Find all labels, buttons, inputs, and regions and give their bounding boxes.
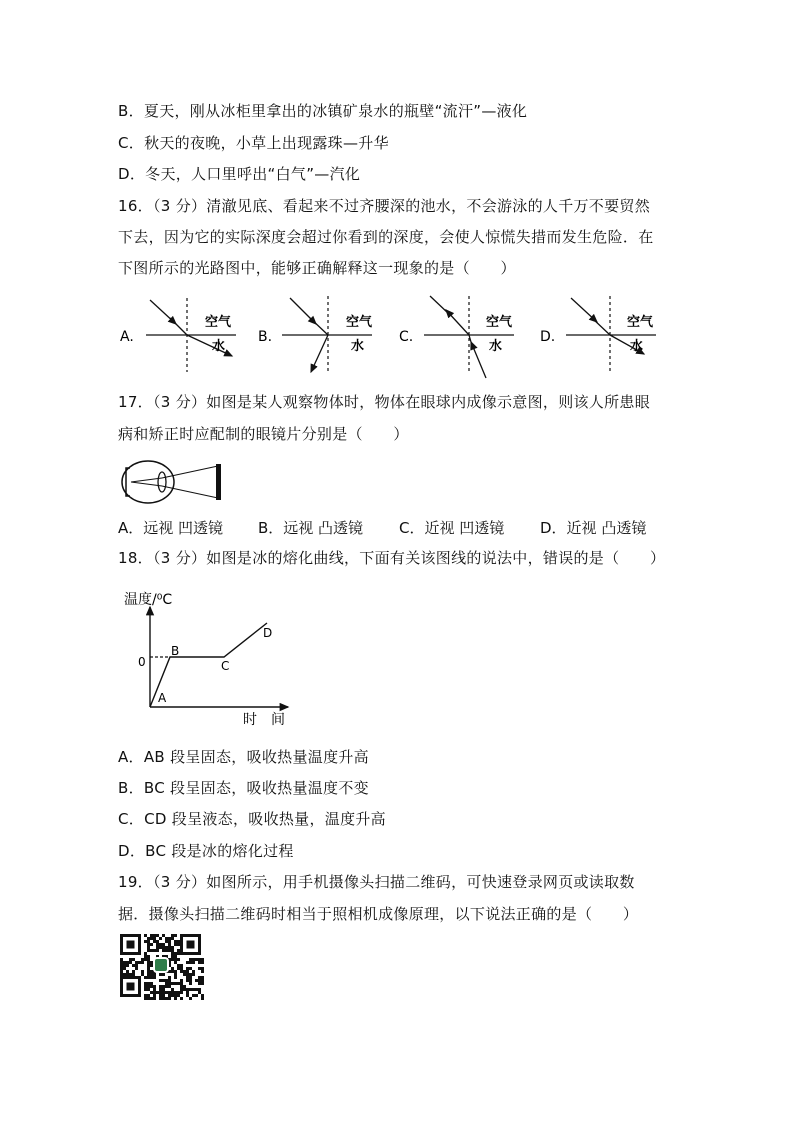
q19-stem-line1: 19．（3 分）如图所示，用手机摄像头扫描二维码，可快速登录网页或读取数 xyxy=(118,873,635,891)
q16-figure-c xyxy=(399,296,514,378)
q17-option-d: D．近视 凸透镜 xyxy=(540,519,647,537)
q16-figure-b xyxy=(258,296,373,374)
q16-figure-c-air-label: 空气 xyxy=(486,315,513,330)
q15-option-c: C．秋天的夜晚，小草上出现露珠—升华 xyxy=(118,134,389,152)
q16-figure-a-label: A. xyxy=(120,329,134,345)
q18-option-b: B．BC 段呈固态，吸收热量温度不变 xyxy=(118,779,369,797)
q16-figure-b-air-label: 空气 xyxy=(346,315,373,330)
q16-figure-b-water-label: 水 xyxy=(351,339,365,354)
q18-option-d: D．BC 段是冰的熔化过程 xyxy=(118,842,294,860)
q18-option-a: A．AB 段呈固态，吸收热量温度升高 xyxy=(118,748,369,766)
q16-stem-line3: 下图所示的光路图中，能够正确解释这一现象的是（ ） xyxy=(118,259,516,277)
q15-option-d: D．冬天，人口里呼出“白气”—汽化 xyxy=(118,165,361,183)
q16-stem-line1: 16．（3 分）清澈见底、看起来不过齐腰深的池水，不会游泳的人千万不要贸然 xyxy=(118,197,651,215)
q17-eye-diagram xyxy=(114,452,234,512)
q18-y-axis-label: 温度/⁰C xyxy=(124,592,173,608)
q18-x-axis-label: 时 间 xyxy=(243,712,285,728)
q18-stem: 18．（3 分）如图是冰的熔化曲线，下面有关该图线的说法中，错误的是（ ） xyxy=(118,549,666,567)
q16-figure-c-water-label: 水 xyxy=(489,339,503,354)
q16-light-path-figures xyxy=(0,290,794,390)
q17-option-a: A．远视 凹透镜 xyxy=(118,519,224,537)
qr-code-image xyxy=(120,934,204,1000)
q16-figure-d xyxy=(540,296,656,374)
q18-option-c: C．CD 段呈液态，吸收热量，温度升高 xyxy=(118,810,386,828)
q16-figure-d-air-label: 空气 xyxy=(627,315,654,330)
q16-stem-line2: 下去，因为它的实际深度会超过你看到的深度，会使人惊慌失措而发生危险．在 xyxy=(118,228,654,246)
q18-point-c: C xyxy=(221,659,230,673)
q16-figure-a-water-label: 水 xyxy=(212,339,226,354)
q16-figure-a-air-label: 空气 xyxy=(205,315,232,330)
q17-option-c: C．近视 凹透镜 xyxy=(399,519,505,537)
q16-figure-a xyxy=(120,298,236,372)
q16-figure-b-label: B. xyxy=(258,329,273,345)
q19-stem-line2: 据．摄像头扫描二维码时相当于照相机成像原理，以下说法正确的是（ ） xyxy=(118,905,639,923)
q16-figure-d-label: D. xyxy=(540,329,556,345)
q16-figure-d-water-label: 水 xyxy=(630,339,644,354)
q18-melting-curve xyxy=(120,585,320,735)
q18-point-a: A xyxy=(158,691,167,705)
q15-option-b: B．夏天，刚从冰柜里拿出的冰镇矿泉水的瓶壁“流汗”—液化 xyxy=(118,102,528,120)
q17-stem-line1: 17．（3 分）如图是某人观察物体时，物体在眼球内成像示意图，则该人所患眼 xyxy=(118,393,651,411)
q17-option-b: B．远视 凸透镜 xyxy=(258,519,364,537)
q18-zero-label: 0 xyxy=(138,655,146,669)
q16-figure-c-label: C. xyxy=(399,329,414,345)
q18-point-b: B xyxy=(171,644,180,658)
q18-point-d: D xyxy=(263,626,273,640)
q17-stem-line2: 病和矫正时应配制的眼镜片分别是（ ） xyxy=(118,425,409,443)
